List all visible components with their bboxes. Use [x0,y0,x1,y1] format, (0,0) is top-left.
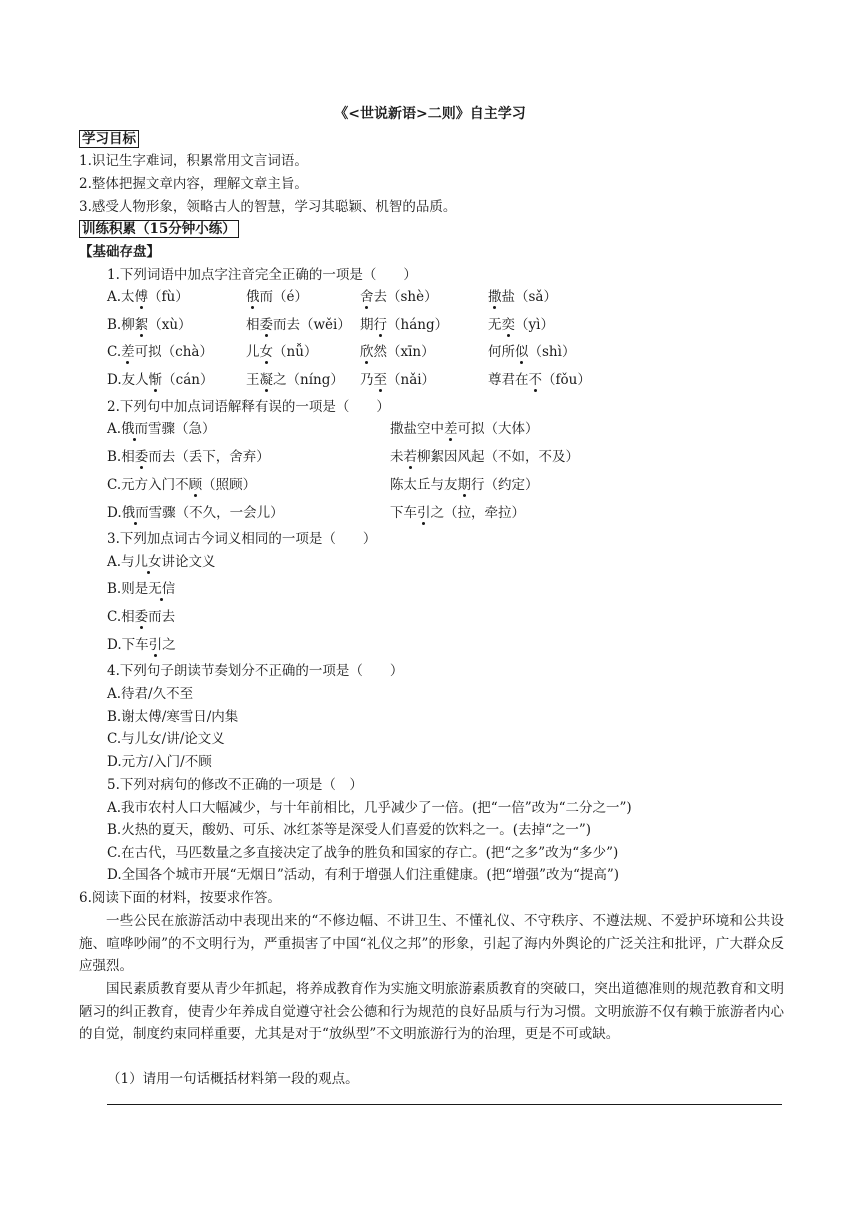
q1-option-d-1: D.友人惭（cán） [107,372,214,388]
emphasis-dot-char: 期 [457,477,471,493]
emphasis-dot-char: 傅 [134,289,149,305]
emphasis-dot-char: 俄而 [121,505,149,521]
q4-option-c: C.与儿女/讲/论文义 [107,731,225,747]
question-2-stem: 2.下列句中加点词语解释有误的一项是（ ） [107,399,390,415]
q1-option-a-2: 俄而（é） [246,289,308,305]
basic-header: 【基础存盘】 [79,244,160,260]
q4-option-a: A.待君/久不至 [107,686,194,702]
emphasis-dot-char: 似 [515,344,529,360]
q1-option-b-3: 期行（háng） [360,317,449,333]
emphasis-dot-char: 委 [134,449,149,465]
q1-option-b-2: 相委而去（wěi） [246,317,351,333]
emphasis-dot-char: 委 [259,317,273,333]
emphasis-dot-char: 凝 [259,372,273,388]
emphasis-dot-char: 舍 [360,289,374,305]
q1-option-c-3: 欣然（xīn） [360,344,435,360]
q2-option-b-1: B.相委而去（丢下，舍弃） [107,449,270,465]
emphasis-dot-char: 引 [417,505,431,521]
q5-option-b: B.火热的夏天，酸奶、可乐、冰红茶等是深受人们喜爱的饮料之一。(去掉“之一”) [107,822,592,838]
q1-option-c-2: 儿女（nǚ） [246,344,318,360]
q2-option-d-2: 下车引之（拉，牵拉） [390,505,525,521]
goal-line: 2.整体把握文章内容，理解文章主旨。 [79,176,308,192]
emphasis-dot-char: 无信 [148,581,176,597]
emphasis-dot-char: 惭 [148,372,163,388]
q3-option-c: C.相委而去 [107,609,176,625]
question-3-stem: 3.下列加点词古今词义相同的一项是（ ） [107,531,377,547]
q2-option-a-2: 撒盐空中差可拟（大体） [390,421,539,437]
q1-option-d-3: 乃至（nǎi） [360,372,436,388]
emphasis-dot-char: 俄 [246,289,260,305]
q2-option-a-1: A.俄而雪骤（急） [107,421,216,437]
q5-option-a: A.我市农村人口大幅减少，与十年前相比，几乎减少了一倍。(把“一倍”改为“二分之一”) [107,800,632,816]
question-5-stem: 5.下列对病句的修改不正确的一项是（ ） [107,777,363,793]
reading-paragraph-1: 一些公民在旅游活动中表现出来的“不修边幅、不讲卫生、不懂礼仪、不守秩序、不遵法规、不爱护环境和公共设施、喧哗吵闹”的不文明行为，严重损害了中国“礼仪之邦”的形象，引起了海内外舆论的广泛关注和批评，广大群众反应强烈。 [79,913,784,974]
question-1-stem: 1.下列词语中加点字注音完全正确的一项是（ ） [107,267,417,283]
emphasis-dot-char: 欣 [360,344,374,360]
q2-option-c-1: C.元方入门不顾（照顾） [107,477,257,493]
emphasis-dot-char: 不 [528,372,542,388]
emphasis-dot-char: 儿女 [134,554,162,570]
training-header [79,220,239,238]
q4-option-d: D.元方/入门/不顾 [107,754,212,770]
q1-option-b-1: B.柳絮（xù） [107,317,192,333]
q5-option-c: C.在古代，马匹数量之多直接决定了战争的胜负和国家的存亡。(把“之多”改为“多少”) [107,845,619,861]
emphasis-dot-char: 女 [259,344,273,360]
q5-option-d: D.全国各个城市开展“无烟日”活动，有利于增强人们注重健康。(把“增强”改为“提高”) [107,867,620,883]
emphasis-dot-char: 絮 [134,317,149,333]
q1-option-c-4: 何所似（shì） [488,344,576,360]
page-title: 《<世说新语>二则》自主学习 [334,106,526,122]
emphasis-dot-char: 差 [444,421,458,437]
q3-option-d: D.下车引之 [107,637,176,653]
goals-header [79,130,139,148]
q1-option-b-4: 无奕（yì） [488,317,554,333]
q1-option-a-3: 舍去（shè） [360,289,438,305]
question-6-stem: 6.阅读下面的材料，按要求作答。 [79,890,281,906]
q1-option-a-4: 撒盐（sǎ） [488,289,557,305]
q3-option-a: A.与儿女讲论文义 [107,554,216,570]
emphasis-dot-char: 差 [121,344,135,360]
emphasis-dot-char: 俄而 [121,421,149,437]
emphasis-dot-char: 行 [373,317,387,333]
q6-subquestion-1: （1）请用一句话概括材料第一段的观点。 [107,1071,359,1087]
goals-header-label: 学习目标 [79,130,139,148]
q1-option-d-4: 尊君在不（fǒu） [488,372,591,388]
emphasis-dot-char: 至 [373,372,387,388]
q2-option-b-2: 未若柳絮因风起（不如，不及） [390,449,579,465]
emphasis-dot-char: 委 [134,609,149,625]
q4-option-b: B.谢太傅/寒雪日/内集 [107,709,239,725]
emphasis-dot-char: 撒 [488,289,502,305]
q1-option-d-2: 王凝之（níng） [246,372,344,388]
q1-option-c-1: C.差可拟（chà） [107,344,213,360]
q2-option-c-2: 陈太丘与友期行（约定） [390,477,539,493]
goal-line: 1.识记生字难词，积累常用文言词语。 [79,153,308,169]
emphasis-dot-char: 奕 [501,317,515,333]
q3-option-b: B.则是无信 [107,581,176,597]
emphasis-dot-char: 若 [403,449,417,465]
emphasis-dot-char: 顾 [188,477,203,493]
training-header-label: 训练积累（15分钟小练） [79,220,239,238]
emphasis-dot-char: 引 [148,637,163,653]
q1-option-a-1: A.太傅（fù） [107,289,189,305]
goal-line: 3.感受人物形象，领略古人的智慧，学习其聪颖、机智的品质。 [79,199,457,215]
q2-option-d-1: D.俄而雪骤（不久，一会儿） [107,505,284,521]
reading-paragraph-2: 国民素质教育要从青少年抓起，将养成教育作为实施文明旅游素质教育的突破口，突出道德准则的规范教育和文明陋习的纠正教育，使青少年养成自觉遵守社会公德和行为规范的良好品质与行为习惯。文明旅游不仅有赖于旅游者内心的自觉，制度约束同样重要，尤其是对于“放纵型”不文明旅游行为的治理，更是不可或缺。 [79,981,784,1042]
question-4-stem: 4.下列句子朗读节奏划分不正确的一项是（ ） [107,663,404,679]
answer-line[interactable] [107,1104,782,1105]
